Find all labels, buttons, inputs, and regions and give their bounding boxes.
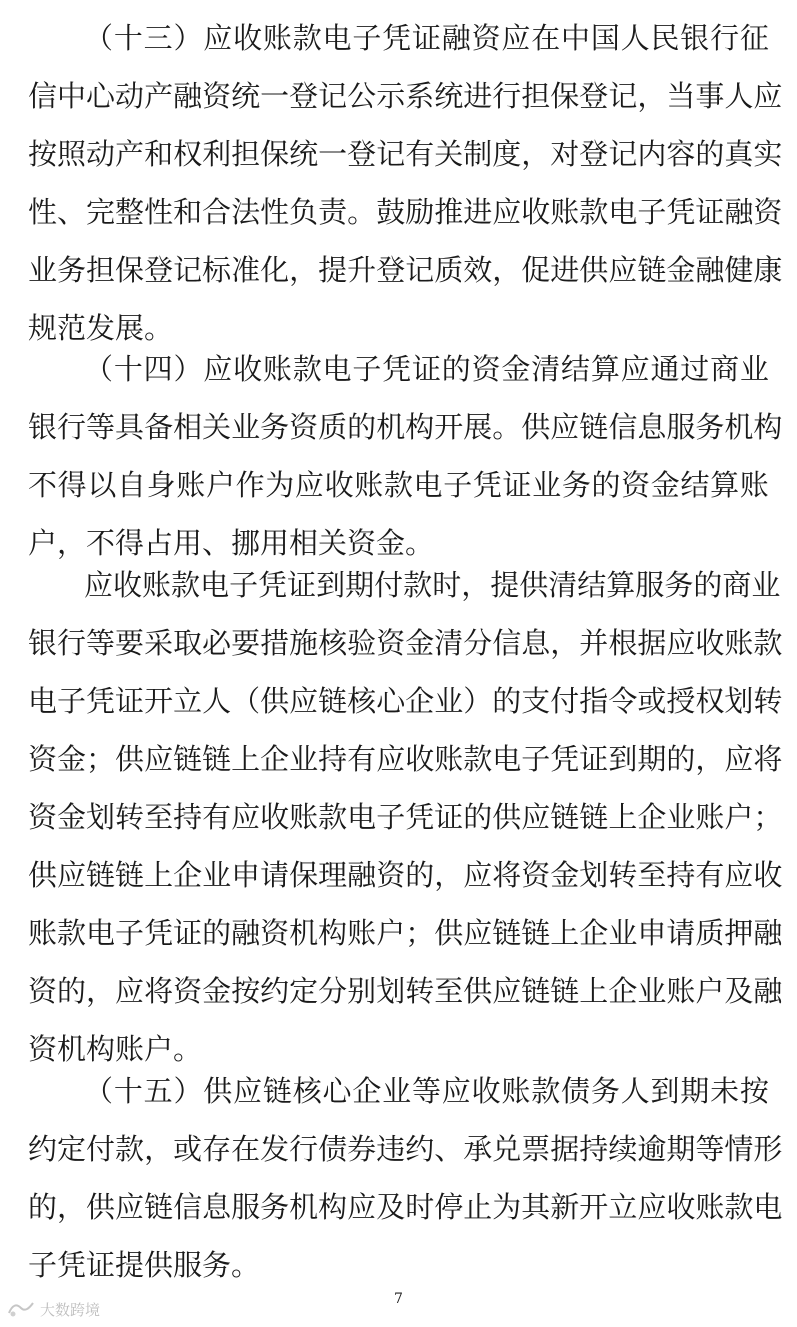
watermark-logo-icon: [6, 1299, 36, 1319]
paragraph-line: 信 中 心 动 产 融 资 统 一 登 记 公 示 系 统 进 行 担 保 登 记 ， 当 事 人 应: [28, 79, 783, 113]
paragraph-line: 资 的 ， 应 将 资 金 按 约 定 分 别 划 转 至 供 应 链 链 上 企 业 账 户 及 融: [28, 974, 783, 1008]
paragraph-line: 资机构账户。: [28, 1032, 203, 1066]
paragraph-line: 户，不得占用、挪用相关资金。: [28, 526, 435, 560]
paragraph-line: 应 收 账 款 电 子 凭 证 到 期 付 款 时 ， 提 供 清 结 算 服 务 的 商 业: [84, 568, 781, 602]
watermark: [6, 1297, 100, 1321]
paragraph-line: （ 十 四 ） 应 收 账 款 电 子 凭 证 的 资 金 清 结 算 应 通 过 商 业: [84, 352, 769, 386]
paragraph-line: （ 十 五 ） 供 应 链 核 心 企 业 等 应 收 账 款 债 务 人 到 期 未 按: [84, 1074, 769, 1108]
paragraph-line: 不 得 以 自 身 账 户 作 为 应 收 账 款 电 子 凭 证 业 务 的 资 金 结 算 账: [28, 468, 769, 502]
page-number: 7: [394, 1291, 403, 1307]
paragraph-line: 约 定 付 款 ， 或 存 在 发 行 债 券 违 约 、 承 兑 票 据 持 续 逾 期 等 情 形: [28, 1132, 783, 1166]
paragraph-line: 资 金 划 转 至 持 有 应 收 账 款 电 子 凭 证 的 供 应 链 链 上 企 业 账 户 ；: [28, 800, 783, 834]
paragraph-line: 的 ， 供 应 链 信 息 服 务 机 构 应 及 时 停 止 为 其 新 开 立 应 收 账 款 电: [28, 1190, 783, 1224]
paragraph-line: 银 行 等 具 备 相 关 业 务 资 质 的 机 构 开 展 。 供 应 链 信 息 服 务 机 构: [28, 410, 783, 444]
paragraph-line: 资 金 ； 供 应 链 链 上 企 业 持 有 应 收 账 款 电 子 凭 证 到 期 的 ， 应 将: [28, 742, 783, 776]
paragraph-line: 银 行 等 要 采 取 必 要 措 施 核 验 资 金 清 分 信 息 ， 并 根 据 应 收 账 款: [28, 626, 783, 660]
paragraph-line: 子凭证提供服务。: [28, 1248, 261, 1282]
paragraph-line: 性 、 完 整 性 和 合 法 性 负 责 。 鼓 励 推 进 应 收 账 款 电 子 凭 证 融 资: [28, 195, 783, 229]
paragraph-line: （ 十 三 ） 应 收 账 款 电 子 凭 证 融 资 应 在 中 国 人 民 银 行 征: [84, 21, 769, 55]
paragraph-line: 规范发展。: [28, 311, 174, 345]
paragraph-line: 供 应 链 链 上 企 业 申 请 保 理 融 资 的 ， 应 将 资 金 划 转 至 持 有 应 收: [28, 858, 783, 892]
paragraph-line: 业 务 担 保 登 记 标 准 化 ， 提 升 登 记 质 效 ， 促 进 供 应 链 金 融 健 康: [28, 253, 783, 287]
watermark-text: 大数跨境: [40, 1300, 101, 1319]
paragraph-line: 电 子 凭 证 开 立 人 （ 供 应 链 核 心 企 业 ） 的 支 付 指 令 或 授 权 划 转: [28, 684, 783, 718]
paragraph-line: 按 照 动 产 和 权 利 担 保 统 一 登 记 有 关 制 度 ， 对 登 记 内 容 的 真 实: [28, 137, 783, 171]
paragraph-line: 账 款 电 子 凭 证 的 融 资 机 构 账 户 ； 供 应 链 链 上 企 业 申 请 质 押 融: [28, 916, 783, 950]
